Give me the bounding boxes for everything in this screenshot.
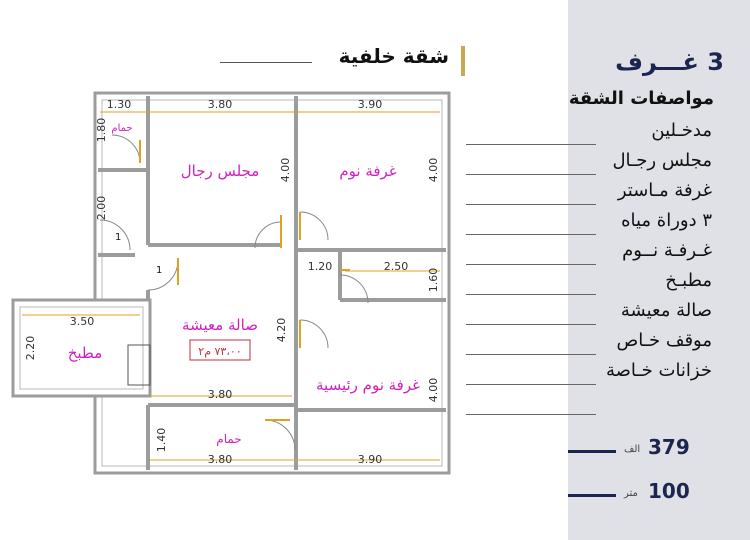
spec-label: غرفة مـاستر <box>617 180 712 201</box>
spec-label: موقف خـاص <box>616 330 712 351</box>
spec-label: غـرفـة نــوم <box>622 240 712 261</box>
spec-label: مجلس رجـال <box>612 150 712 171</box>
spec-title: مواصفات الشقة <box>568 88 714 109</box>
dim-text: 4.00 <box>427 157 440 183</box>
door-swing <box>300 320 328 348</box>
spec-label: صالة معيشة <box>620 300 712 321</box>
room-label-kitchen: مطبخ <box>67 344 103 362</box>
spec-item <box>466 238 712 268</box>
area-unit: متر <box>624 488 638 499</box>
living-area: ٧٣،٠٠ م٢ <box>198 345 242 358</box>
spec-item <box>466 178 712 208</box>
rooms-count: 3 غـــرف <box>615 48 724 76</box>
spec-rule <box>466 354 596 355</box>
spec-rule <box>466 204 596 205</box>
door-swing <box>265 420 295 450</box>
room-label-master: غرفة نوم رئيسية <box>316 376 420 394</box>
spec-item <box>466 148 712 178</box>
plan-title: شقة خلفية <box>338 44 449 68</box>
dim-text: 3.80 <box>207 453 233 466</box>
dim-text: 1.30 <box>106 98 132 111</box>
room-label-bath-top: حمام <box>111 123 133 134</box>
spec-rule <box>466 384 596 385</box>
spec-label: ٣ دوراة مياه <box>621 210 712 231</box>
dim-text: 1.80 <box>95 117 108 143</box>
spec-rule <box>466 324 596 325</box>
door-swing <box>148 260 178 290</box>
dim-text: 1.40 <box>155 427 168 453</box>
spec-label: مطبـخ <box>665 270 712 291</box>
entry-marker: 1 <box>156 265 163 276</box>
spec-rule <box>466 414 596 415</box>
room-label-majlis: مجلس رجال <box>180 162 260 180</box>
price-bar <box>568 450 616 453</box>
room-label-bath-bottom: حمام <box>216 432 242 446</box>
dim-text: 4.20 <box>275 317 288 343</box>
area-value: 100 <box>648 479 690 503</box>
spec-rule <box>466 264 596 265</box>
spec-item <box>466 358 712 388</box>
door-swing <box>112 135 140 163</box>
dim-text: 3.90 <box>357 98 383 111</box>
dim-text: 3.50 <box>69 315 95 328</box>
spec-item <box>466 328 712 358</box>
dim-text: 4.00 <box>279 157 292 183</box>
dim-text: 3.80 <box>207 98 233 111</box>
area-bar <box>568 494 616 497</box>
entry-marker: 1 <box>115 232 122 243</box>
price-stat <box>568 434 750 468</box>
dim-text: 1.20 <box>307 260 333 273</box>
spec-item <box>466 208 712 238</box>
area-stat <box>568 478 750 512</box>
door-swing <box>300 212 328 240</box>
dim-text: 2.00 <box>95 195 108 221</box>
price-value: 379 <box>648 435 690 459</box>
room-label-bedroom: غرفة نوم <box>339 162 397 180</box>
dim-text: 1.60 <box>427 267 440 293</box>
dim-text: 2.20 <box>24 335 37 361</box>
spec-rule <box>466 174 596 175</box>
spec-item <box>466 118 712 148</box>
spec-rule <box>466 234 596 235</box>
price-unit: الف <box>624 444 641 455</box>
spec-item <box>466 298 712 328</box>
room-label-living: صالة معيشة <box>182 316 258 334</box>
spec-rule <box>466 294 596 295</box>
dim-text: 3.80 <box>207 388 233 401</box>
spec-label: خزانات خـاصة <box>605 360 712 381</box>
spec-label: مدخـلين <box>651 120 712 141</box>
spec-item <box>466 388 712 418</box>
dim-text: 2.50 <box>383 260 409 273</box>
dim-text: 3.90 <box>357 453 383 466</box>
spec-rule <box>466 144 596 145</box>
spec-item <box>466 268 712 298</box>
dim-text: 4.00 <box>427 377 440 403</box>
